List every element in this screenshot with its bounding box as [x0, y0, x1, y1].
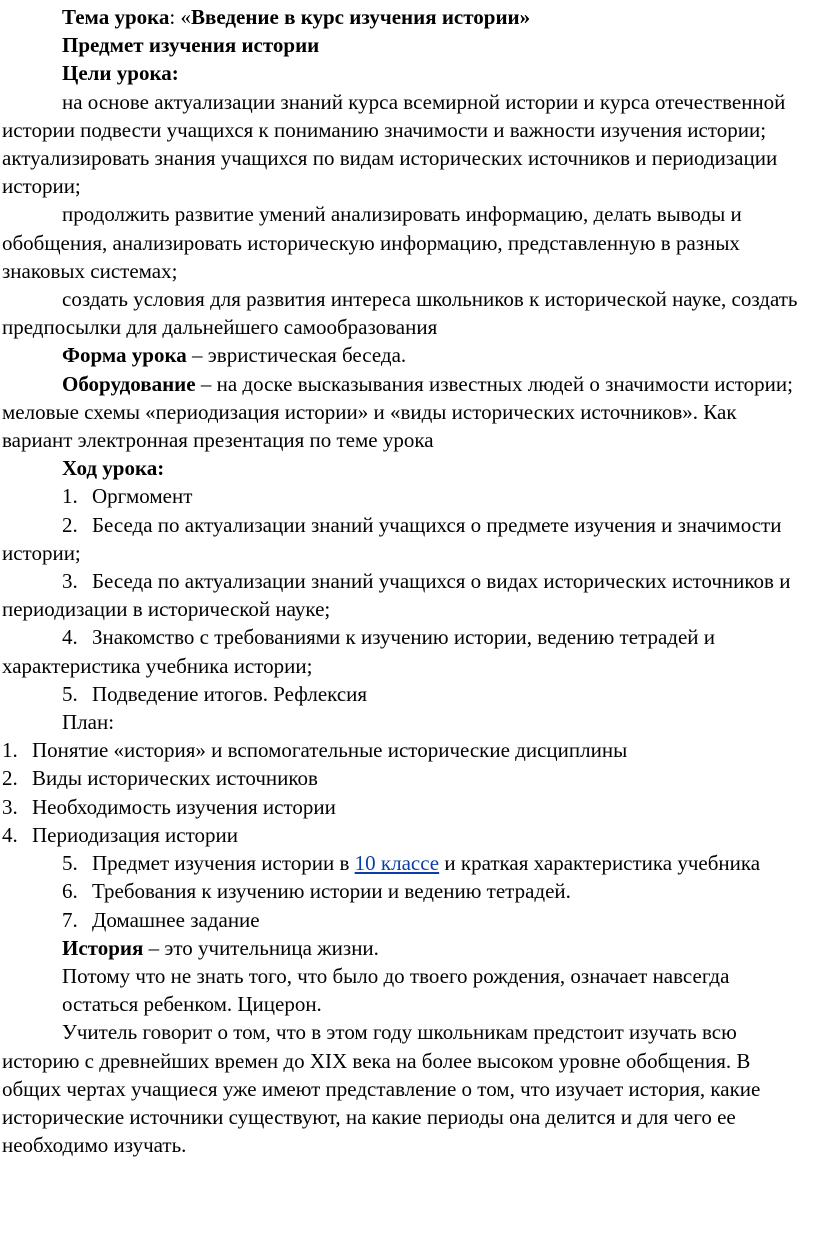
procedure-heading: Ход урока: [62, 456, 165, 481]
plan-number: 2. [2, 766, 18, 791]
step-text: Знакомство с требованиями к изучению истории, ведению тетрадей и характеристика учебника истории; [2, 625, 716, 678]
plan-number: 6. [62, 879, 78, 904]
procedure-step-4 [2, 623, 806, 679]
plan-item-3 [2, 793, 806, 821]
grade-10-link[interactable]: 10 классе [354, 851, 440, 876]
equipment-text: – на доске высказывания известных людей о значимости истории; меловые схемы «периодизация истории» и «виды исторических источников». Как вариант электронная презентация по теме урока [2, 371, 793, 453]
topic-line [2, 3, 806, 31]
plan-number: 1. [2, 738, 18, 763]
plan-item-2 [2, 764, 806, 792]
plan-text: Необходимость изучения истории [32, 794, 336, 819]
plan-text-before-link: Предмет изучения истории в [92, 851, 355, 876]
step-text: Беседа по актуализации знаний учащихся о видах исторических источников и периодизации в исторической науке; [2, 569, 791, 622]
plan-text: Домашнее задание [92, 907, 260, 932]
plan-number: 7. [62, 907, 78, 932]
plan-text: Периодизация истории [32, 822, 238, 847]
plan-text-after-link: и краткая характеристика учебника [439, 851, 761, 876]
plan-item-4 [2, 821, 806, 849]
equipment-label: Оборудование [62, 371, 196, 396]
step-number: 5. [62, 681, 78, 706]
topic-label: Тема урока [62, 5, 170, 29]
step-number: 4. [62, 625, 78, 650]
quote-line-1: Потому что не знать того, что было до твоего рождения, означает навсегда [62, 963, 730, 988]
topic-title: Введение в курс изучения истории [191, 5, 520, 29]
history-definition [2, 934, 806, 962]
subject-heading: Предмет изучения истории [62, 33, 320, 58]
step-text: Беседа по актуализации знаний учащихся о предмете изучения и значимости истории; [2, 512, 782, 565]
quote-line-2: остаться ребенком. Цицерон. [62, 992, 322, 1017]
form-text: – эвристическая беседа. [186, 343, 407, 368]
plan-number: 4. [2, 822, 18, 847]
history-label: История [62, 935, 144, 960]
plan-text: Виды исторических источников [32, 766, 318, 791]
plan-item-1 [2, 736, 806, 764]
plan-text: Понятие «история» и вспомогательные исторические дисциплины [32, 738, 628, 763]
plan-number: 5. [62, 851, 78, 876]
history-text: – это учительница жизни. [143, 935, 379, 960]
goal-paragraph-3: создать условия для развития интереса школьников к исторической науке, создать предпосылки для дальнейшего самообразования [2, 287, 798, 340]
procedure-step-5 [2, 680, 806, 708]
step-text: Оргмомент [92, 484, 193, 509]
form-line [2, 341, 806, 369]
procedure-step-1 [2, 482, 806, 510]
topic-separator: : « [169, 5, 191, 29]
topic-close: » [519, 5, 531, 29]
goal-paragraph-1: на основе актуализации знаний курса всемирной истории и курса отечественной истории подвести учащихся к пониманию значимости и важности изучения истории; актуализировать знания учащихся по видам исторических источников и периодизации истории; [2, 89, 786, 199]
procedure-step-2 [2, 511, 806, 567]
step-number: 3. [62, 569, 78, 594]
step-number: 2. [62, 512, 78, 537]
procedure-step-3 [2, 567, 806, 623]
step-text: Подведение итогов. Рефлексия [92, 681, 368, 706]
plan-text: Требования к изучению истории и ведению тетрадей. [92, 879, 571, 904]
plan-item-5 [2, 849, 806, 877]
plan-item-7 [2, 906, 806, 934]
plan-heading: План: [62, 710, 115, 735]
form-label: Форма урока [62, 343, 187, 368]
goal-paragraph-2: продолжить развитие умений анализировать информацию, делать выводы и обобщения, анализировать историческую информацию, представленную в разных знаковых системах; [2, 202, 742, 283]
equipment-paragraph [2, 370, 806, 455]
step-number: 1. [62, 484, 78, 509]
closing-paragraph: Учитель говорит о том, что в этом году школьникам предстоит изучать всю историю с древнейших времен до XIX века на более высоком уровне обобщения. В общих чертах учащиеся уже имеют представление о том, что изучает история, какие исторические источники существуют, на какие периоды она делится и для чего ее необходимо изучать. [2, 1020, 761, 1158]
plan-number: 3. [2, 794, 18, 819]
goals-heading: Цели урока: [62, 61, 179, 86]
plan-item-6 [2, 877, 806, 905]
